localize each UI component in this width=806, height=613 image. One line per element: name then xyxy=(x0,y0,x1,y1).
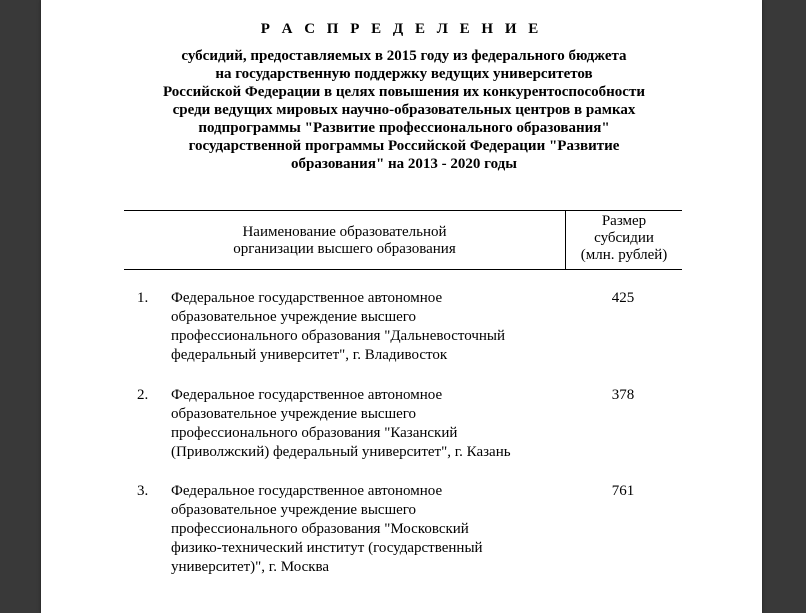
document-title: Р А С П Р Е Д Е Л Е Н И Е xyxy=(260,21,543,37)
subtitle-line: субсидий, предоставляемых в 2015 году из федерального бюджета xyxy=(181,48,627,64)
subtitle-line: Российской Федерации в целях повышения их конкурентоспособности xyxy=(163,84,645,100)
organization-name-line: физико-технический институт (государственный xyxy=(171,540,483,556)
document-subtitle xyxy=(111,47,697,173)
row-number: 1. xyxy=(137,290,149,306)
organization-name-line: образовательное учреждение высшего xyxy=(171,502,417,518)
table-header-rule xyxy=(124,269,682,270)
organization-name-line: образовательное учреждение высшего xyxy=(171,309,417,325)
column-header-line: (млн. рублей) xyxy=(580,247,668,263)
organization-name-line: профессионального образования "Московский xyxy=(171,521,469,537)
organization-name xyxy=(171,386,571,462)
organization-name-line: Федеральное государственное автономное xyxy=(171,290,443,306)
subsidy-amount: 761 xyxy=(611,483,635,499)
organization-name-line: федеральный университет", г. Владивосток xyxy=(171,347,448,363)
column-header-line: организации высшего образования xyxy=(233,241,456,257)
organization-name-line: (Приволжский) федеральный университет", г. Казань xyxy=(171,444,511,460)
row-number: 3. xyxy=(137,483,149,499)
organization-name-line: Федеральное государственное автономное xyxy=(171,387,443,403)
column-header-line: Размер xyxy=(601,213,647,229)
organization-name xyxy=(171,289,571,365)
organization-name-line: образовательное учреждение высшего xyxy=(171,406,417,422)
column-header-line: Наименование образовательной xyxy=(242,224,447,240)
table-top-rule xyxy=(124,210,682,211)
organization-name-line: профессионального образования "Дальневосточный xyxy=(171,328,506,344)
column-header-organization xyxy=(124,224,565,258)
subsidy-amount: 378 xyxy=(611,387,635,403)
organization-name-line: университет)", г. Москва xyxy=(171,559,330,575)
subtitle-line: на государственную поддержку ведущих университетов xyxy=(215,66,593,82)
subtitle-line: образования" на 2013 - 2020 годы xyxy=(291,156,517,172)
column-header-subsidy-amount xyxy=(566,213,682,264)
subtitle-line: подпрограммы "Развитие профессионального образования" xyxy=(198,120,610,136)
subsidy-amount: 425 xyxy=(611,290,635,306)
organization-name xyxy=(171,482,571,577)
subtitle-line: государственной программы Российской Федерации "Развитие xyxy=(188,138,620,154)
column-header-line: субсидии xyxy=(594,230,654,246)
row-number: 2. xyxy=(137,387,149,403)
organization-name-line: профессионального образования "Казанский xyxy=(171,425,458,441)
document-page xyxy=(41,0,762,613)
subtitle-line: среди ведущих мировых научно-образовательных центров в рамках xyxy=(172,102,636,118)
organization-name-line: Федеральное государственное автономное xyxy=(171,483,443,499)
